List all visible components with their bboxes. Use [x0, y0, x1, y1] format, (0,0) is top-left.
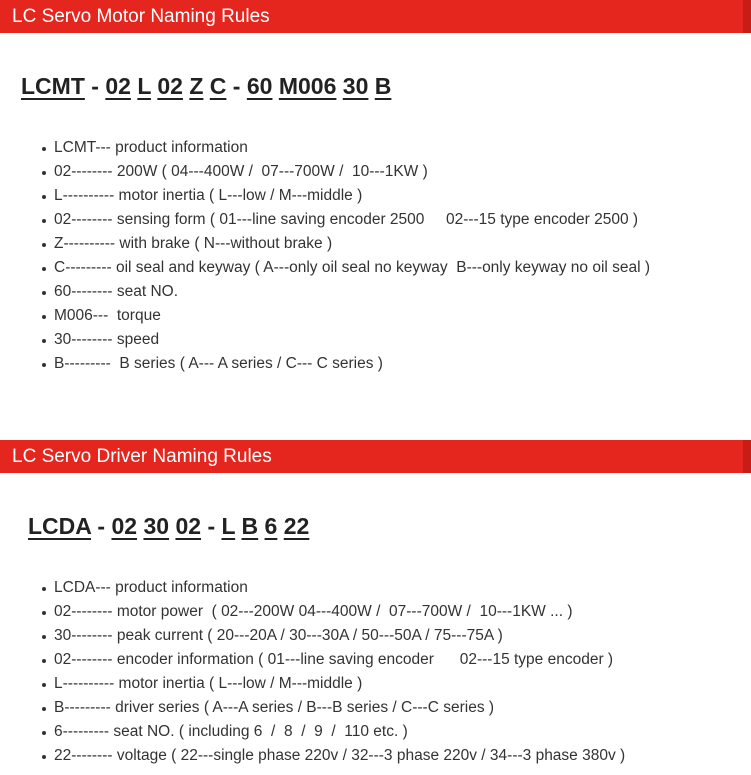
rule-item: 22-------- voltage ( 22---single phase 220v / 32---3 phase 220v / 34---3 phase 380v ) — [42, 744, 625, 768]
rule-item: 6--------- seat NO. ( including 6 / 8 / 9 / 110 etc. ) — [42, 720, 625, 744]
rule-item: 02-------- 200W ( 04---400W / 07---700W / 10---1KW ) — [42, 160, 650, 184]
code-segment: 02 — [111, 513, 138, 539]
rule-item: 60-------- seat NO. — [42, 280, 650, 304]
driver-section-title: LC Servo Driver Naming Rules — [12, 446, 272, 467]
rule-item: L---------- motor inertia ( L---low / M---middle ) — [42, 672, 625, 696]
rule-item: M006--- torque — [42, 304, 650, 328]
rule-item: B--------- B series ( A--- A series / C--- C series ) — [42, 352, 650, 376]
code-segment: 02 — [105, 73, 131, 99]
rule-item: LCDA--- product information — [42, 576, 625, 600]
code-segment: B — [374, 73, 392, 99]
code-segment: LCDA — [28, 513, 92, 539]
rule-item: 30-------- peak current ( 20---20A / 30---30A / 50---50A / 75---75A ) — [42, 624, 625, 648]
code-segment: 02 — [157, 73, 183, 99]
motor-section-title: LC Servo Motor Naming Rules — [12, 6, 270, 27]
rule-item: Z---------- with brake ( N---without brake ) — [42, 232, 650, 256]
rule-item: LCMT--- product information — [42, 136, 650, 160]
rule-item: B--------- driver series ( A---A series / B---B series / C---C series ) — [42, 696, 625, 720]
code-segment: 02 — [175, 513, 202, 539]
code-segment: 30 — [342, 73, 369, 99]
code-segment: Z — [189, 73, 204, 99]
code-segment: 22 — [283, 513, 310, 539]
code-segment: L — [221, 513, 236, 539]
code-segment: B — [241, 513, 259, 539]
motor-model-code — [21, 73, 391, 100]
motor-rules-list — [42, 136, 650, 376]
code-separator: - — [232, 73, 241, 99]
driver-section-banner — [0, 440, 751, 473]
code-separator: - — [97, 513, 106, 539]
rule-item: 02-------- sensing form ( 01---line saving encoder 2500 02---15 type encoder 2500 ) — [42, 208, 650, 232]
rule-item: L---------- motor inertia ( L---low / M---middle ) — [42, 184, 650, 208]
rule-item: 02-------- encoder information ( 01---line saving encoder 02---15 type encoder ) — [42, 648, 625, 672]
code-separator: - — [207, 513, 216, 539]
code-segment: 60 — [246, 73, 273, 99]
motor-section-banner — [0, 0, 751, 33]
driver-model-code — [28, 513, 309, 540]
code-segment: M006 — [278, 73, 337, 99]
code-segment: 6 — [264, 513, 278, 539]
driver-rules-list — [42, 576, 625, 768]
code-segment: 30 — [143, 513, 170, 539]
rule-item: 02-------- motor power ( 02---200W 04---400W / 07---700W / 10---1KW ... ) — [42, 600, 625, 624]
code-segment: C — [209, 73, 227, 99]
code-separator: - — [91, 73, 99, 99]
rule-item: C--------- oil seal and keyway ( A---only oil seal no keyway B---only keyway no oil seal ) — [42, 256, 650, 280]
code-segment: L — [137, 73, 151, 99]
rule-item: 30-------- speed — [42, 328, 650, 352]
code-segment: LCMT — [21, 73, 85, 99]
